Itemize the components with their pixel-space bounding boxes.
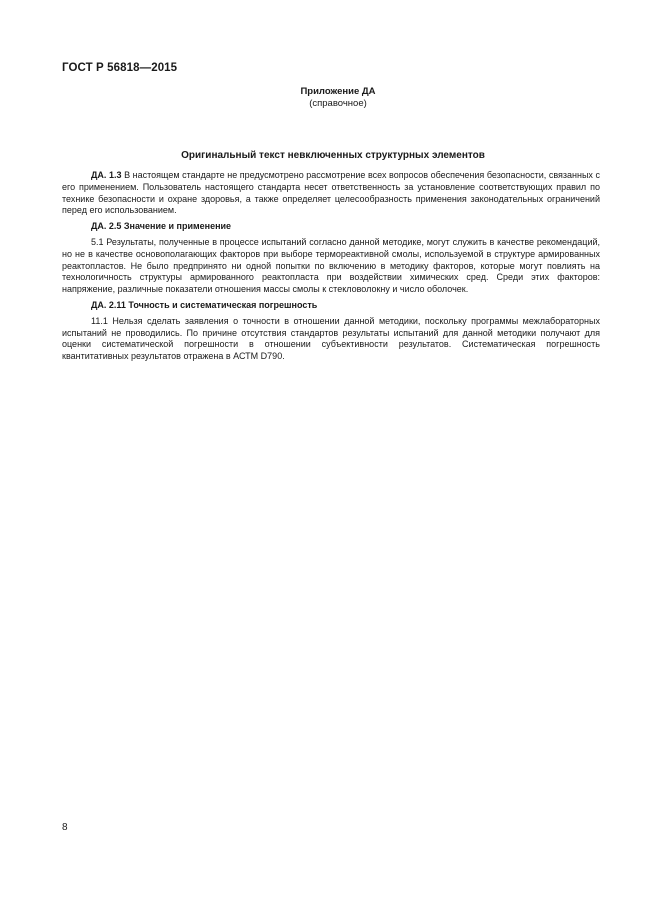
subheading-da-2-5: ДА. 2.5 Значение и применение — [91, 221, 232, 232]
appendix-heading — [0, 86, 646, 110]
paragraph-label: ДА. 1.3 — [91, 170, 122, 180]
appendix-subtitle: (справочное) — [309, 98, 367, 109]
paragraph-5-1: 5.1 Результаты, полученные в процессе испытаний согласно данной методике, могут служить в качестве рекомендаций, но не в качестве основополагающих факторов при выборе термореактивной смолы, используемой в структуре армированных реактопластов. Не было предпринято ни одной попытки по включению в методику факторов, которые могут повлиять на технологичность структуры армированного реактопласта при воздействии химических сред. Среди этих факторов: напряжение, различные показатели отношения массы смолы к стекловолокну и число оболочек. — [62, 236, 600, 295]
subheading-da-2-11: ДА. 2.11 Точность и систематическая погрешность — [91, 299, 318, 310]
document-body — [62, 170, 600, 367]
appendix-title: Приложение ДА — [300, 86, 376, 97]
standard-code: ГОСТ Р 56818—2015 — [62, 62, 178, 74]
section-title: Оригинальный текст невключенных структурных элементов — [181, 150, 485, 161]
paragraph-da-1-3 — [62, 170, 600, 217]
paragraph-text: В настоящем стандарте не предусмотрено рассмотрение всех вопросов обеспечения безопасности, связанных с его применением. Пользователь настоящего стандарта несет ответственность за установление соответствующих правил по технике безопасности и охране здоровья, а также определяет целесообразность применения законодательных ограничений перед его использованием. — [62, 170, 600, 216]
page-number: 8 — [62, 822, 68, 833]
paragraph-11-1: 11.1 Нельзя сделать заявления о точности в отношении данной методики, поскольку программы межлабораторных испытаний не проводились. По причине отсутствия стандартов результаты испытаний для данной методики получают для оценки систематической погрешности в отношении субъективности результатов. Систематическая погрешность квантитативных результатов отражена в АСТМ D790. — [62, 315, 600, 362]
